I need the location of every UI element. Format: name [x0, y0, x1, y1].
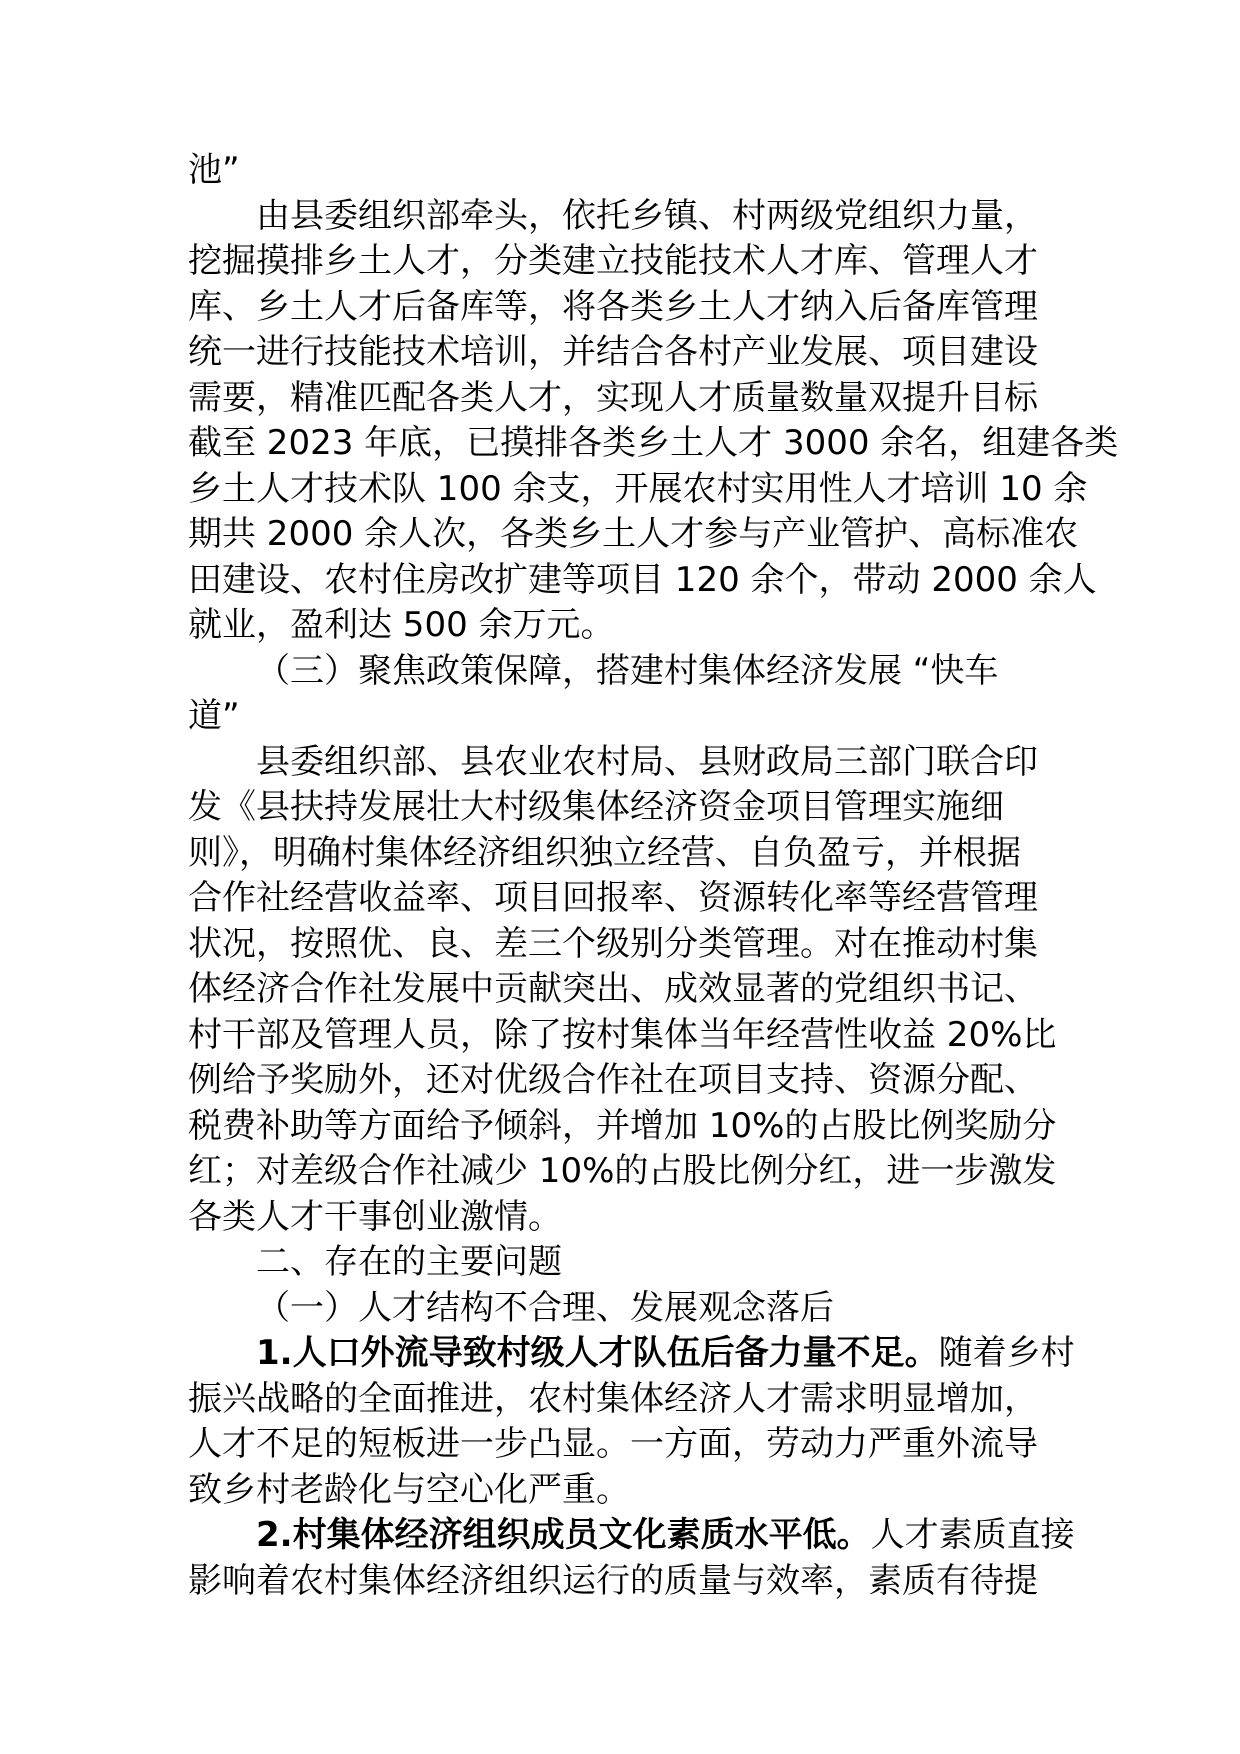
text-line-11: 就业，盈利达 500 余万元。	[188, 605, 615, 645]
point-1-heading: 1.人口外流导致村级人才队伍后备力量不足。	[256, 1333, 939, 1373]
text-line-22: 税费补助等方面给予倾斜，并增加 10%的占股比例奖励分	[188, 1105, 1057, 1146]
text-line-10: 田建设、农村住房改扩建等项目 120 余个，带动 2000 余人	[188, 559, 1097, 600]
point-1-line	[188, 1331, 1075, 1377]
text-line-8: 乡土人才技术队 100 余支，开展农村实用性人才培训 10 余	[188, 468, 1088, 509]
text-line-6: 需要，精准匹配各类人才，实现人才质量数量双提升目标	[188, 377, 1038, 418]
text-line-20: 村干部及管理人员，除了按村集体当年经营性收益 20%比	[188, 1014, 1057, 1055]
text-line-14: 县委组织部、县农业农村局、县财政局三部门联合印	[256, 741, 1038, 782]
text-line-7: 截至 2023 年底，已摸排各类乡土人才 3000 余名，组建各类	[188, 423, 1119, 463]
text-line-2: 由县委组织部牵头，依托乡镇、村两级党组织力量，	[256, 195, 1038, 236]
text-line-29: 人才不足的短板进一步凸显。一方面，劳动力严重外流导	[188, 1424, 1038, 1464]
point-2-text: 人才素质直接	[870, 1515, 1075, 1555]
text-line-4: 库、乡土人才后备库等，将各类乡土人才纳入后备库管理	[188, 286, 1038, 327]
section-heading-3: （三）聚焦政策保障，搭建村集体经济发展 “快车	[256, 650, 999, 691]
point-1-text: 随着乡村	[938, 1333, 1075, 1373]
text-line-9: 期共 2000 余人次，各类乡土人才参与产业管护、高标准农	[188, 514, 1079, 554]
text-line-28: 振兴战略的全面推进，农村集体经济人才需求明显增加，	[188, 1378, 1038, 1419]
text-line-23: 红；对差级合作社减少 10%的占股比例分红，进一步激发	[188, 1151, 1057, 1191]
text-line-32: 影响着农村集体经济组织运行的质量与效率，素质有待提	[188, 1560, 1038, 1601]
text-line-21: 例给予奖励外，还对优级合作社在项目支持、资源分配、	[188, 1060, 1038, 1100]
chapter-heading-2: 二、存在的主要问题	[256, 1242, 562, 1282]
text-line-15: 发《县扶持发展壮大村级集体经济资金项目管理实施细	[188, 787, 1004, 827]
text-line-3: 挖掘摸排乡土人才，分类建立技能技术人才库、管理人才	[188, 241, 1038, 281]
text-line-19: 体经济合作社发展中贡献突出、成效显著的党组织书记、	[188, 969, 1038, 1009]
section-heading-1: （一）人才结构不合理、发展观念落后	[256, 1287, 834, 1328]
section-heading-3-cont: 道”	[188, 696, 240, 736]
text-line-24: 各类人才干事创业激情。	[188, 1196, 562, 1237]
text-line-30: 致乡村老龄化与空心化严重。	[188, 1469, 630, 1510]
text-line-1: 池”	[188, 150, 240, 190]
point-2-heading: 2.村集体经济组织成员文化素质水平低。	[256, 1515, 871, 1555]
text-line-5: 统一进行技能技术培训，并结合各村产业发展、项目建设	[188, 332, 1038, 372]
text-line-17: 合作社经营收益率、项目回报率、资源转化率等经营管理	[188, 878, 1038, 918]
document-body	[188, 148, 1119, 1604]
text-line-18: 状况，按照优、良、差三个级别分类管理。对在推动村集	[188, 923, 1038, 964]
text-line-16: 则》，明确村集体经济组织独立经营、自负盈亏，并根据	[188, 832, 1021, 873]
point-2-line	[188, 1513, 1075, 1559]
